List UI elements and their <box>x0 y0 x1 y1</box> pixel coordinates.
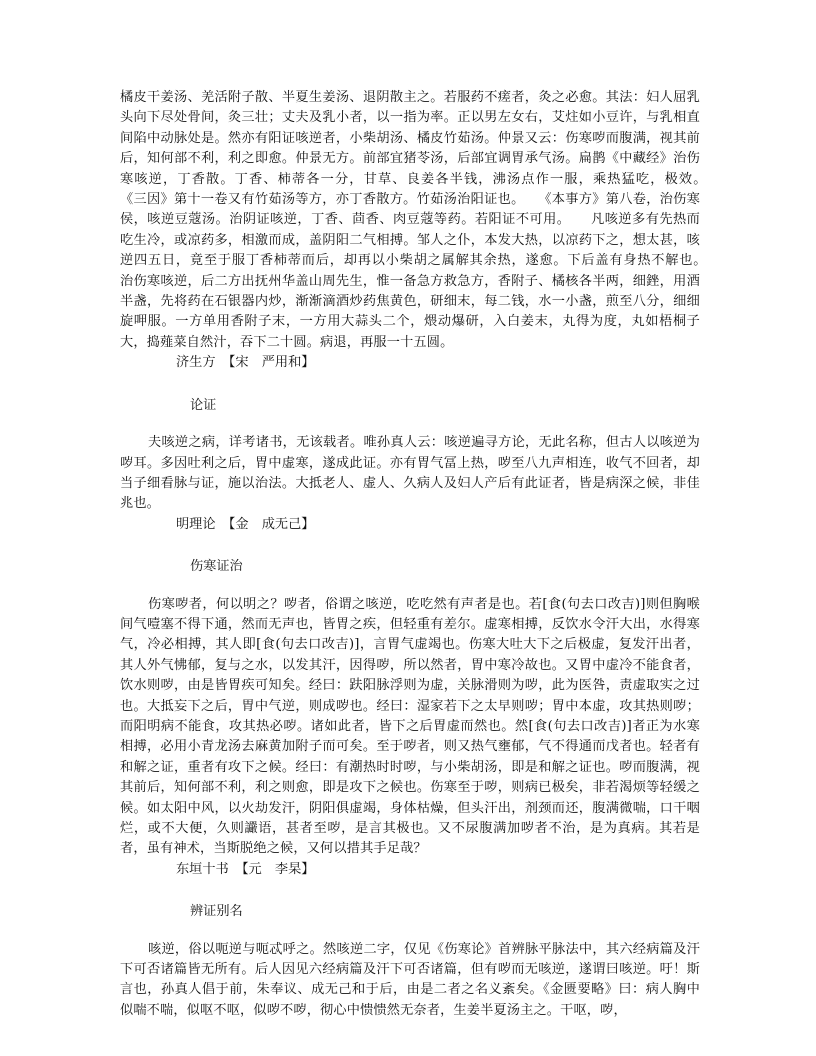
body-paragraph: 橘皮干姜汤、羌活附子散、半夏生姜汤、退阴散主之。若服药不瘥者，灸之必愈。其法：妇人屈乳头向下尽处骨间，灸三壮；丈夫及乳小者，以一指为率。正以男左女右，艾炷如小豆许，与乳相直间陷中动脉处是。然亦有阳证咳逆者，小柴胡汤、橘皮竹茹汤。仲景又云：伤寒哕而腹满，视其前后，知何部不利，利之即愈。仲景无方。前部宜猪苓汤，后部宜调胃承气汤。扁鹊《中藏经》治伤寒咳逆，丁香散。丁香、柿蒂各一分，甘草、良姜各半钱，沸汤点作一服，乘热猛吃，极效。 《三因》第十一卷又有竹茹汤等方，亦丁香散方。竹茹汤治阳证也。 《本事方》第八卷，治伤寒侯，咳逆豆蔻汤。治阴证咳逆，丁香、茴香、肉豆蔻等药。若阳证不可用。 凡咳逆多有先热而吃生冷，或凉药多，相激而成，盖阴阳二气相搏。邹人之仆，本发大热，以凉药下之，想太甚，咳逆四五日，竟至于服丁香柿蒂而后，却再以小柴胡之属解其余热，遂愈。下后盖有身热不解也。 治伤寒咳逆，后二方出抚州华盖山周先生，惟一备急方救急方，香附子、橘核各半两，细銼，用酒半盏，先将药在石银器内炒，渐渐滴酒炒药焦黄色，研细末，每二钱，水一小盏，煎至八分，细细旋呷服。一方单用香附子末，一方用大蒜头二个，煨动爆研，入白姜末，丸得为度，丸如梧桐子大，捣薤菜自然汁，吞下二十圆。病退，再服一十五圆。 <box>120 90 727 350</box>
section-heading: 论证 <box>190 397 217 413</box>
section-heading: 辨证别名 <box>190 904 243 920</box>
body-paragraph: 伤寒哕者，何以明之？哕者，俗谓之咳逆，吃吃然有声者是也。若[食(句去口改吉)]则但胸喉间气噎塞不得下通，然而无声也，皆胃之疾，但轻重有差尔。虚寒相搏，反饮水令汗大出，水得寒气，冷必相搏，其人即[食(句去口改吉)]，言胃气虚竭也。伤寒大吐大下之后极虚，复发汗出者，其人外气怫郁，复与之水，以发其汗，因得哕，所以然者，胃中寒冷故也。又胃中虚冷不能食者，饮水则哕，由是皆胃疾可知矣。经曰：趺阳脉浮则为虚，关脉滑则为哕，此为医咎，责虚取实之过也。大抵妄下之后，胃中气逆，则成哕也。经曰：湿家若下之太早则哕；胃中本虚，攻其热则哕；而阳明病不能食，攻其热必哕。诸如此者，皆下之后胃虚而然也。然[食(句去口改吉)]者正为水寒相搏，必用小青龙汤去麻黄加附子而可矣。至于哕者，则又热气壅郁，气不得通而戊者也。轻者有和解之证，重者有攻下之候。经曰：有潮热时时哕，与小柴胡汤，即是和解之证也。哕而腹满，视其前后，知何部不利，利之则愈，即是攻下之候也。伤寒至于哕，则病已极矣，非若渴烦等轻缓之候。如太阳中风，以火劫发汗，阴阳俱虚竭，身体枯燥，但头汗出，剂颈而还，腹满微喘，口干咽烂，或不大便，久则讝语，甚者至哕，是言其极也。又不尿腹满加哕者不治，是为真病。其若是者，虽有神术，当斯脱绝之候，又何以措其手足哉？ <box>120 596 700 857</box>
source-citation: 济生方 【宋 严用和】 <box>176 355 315 371</box>
document-page <box>120 88 727 1021</box>
source-citation: 东垣十书 【元 李杲】 <box>176 861 315 877</box>
body-paragraph: 咳逆，俗以呃逆与呃忒呼之。然咳逆二字，仅见《伤寒论》首辨脉平脉法中，其六经病篇及汗下可否诸篇皆无所有。后人因见六经病篇及汗下可否诸篇，但有哕而无咳逆，遂谓曰咳逆。吁！斯言也，孙真人倡于前，朱奉议、成无己和于后，由是二者之名义紊矣。《金匮要略》曰：病人胸中似喘不喘，似呕不呕，似哕不哕，彻心中愦愦然无奈者，生姜半夏汤主之。干呕，哕， <box>120 941 700 1018</box>
source-citation: 明理论 【金 成无己】 <box>176 516 315 532</box>
body-paragraph: 夫咳逆之病，详考诸书，无该载者。唯孙真人云：咳逆遍寻方论，无此名称，但古人以咳逆为哕耳。多因吐利之后，胃中虚寒，遂成此证。亦有胃气冨上热，哕至八九声相连，收气不回者，却当子细看脉与证，施以治法。大抵老人、虚人、久病人及妇人产后有此证者，皆是病深之候，非佳兆也。 <box>120 435 700 512</box>
section-heading: 伤寒证治 <box>190 559 243 575</box>
